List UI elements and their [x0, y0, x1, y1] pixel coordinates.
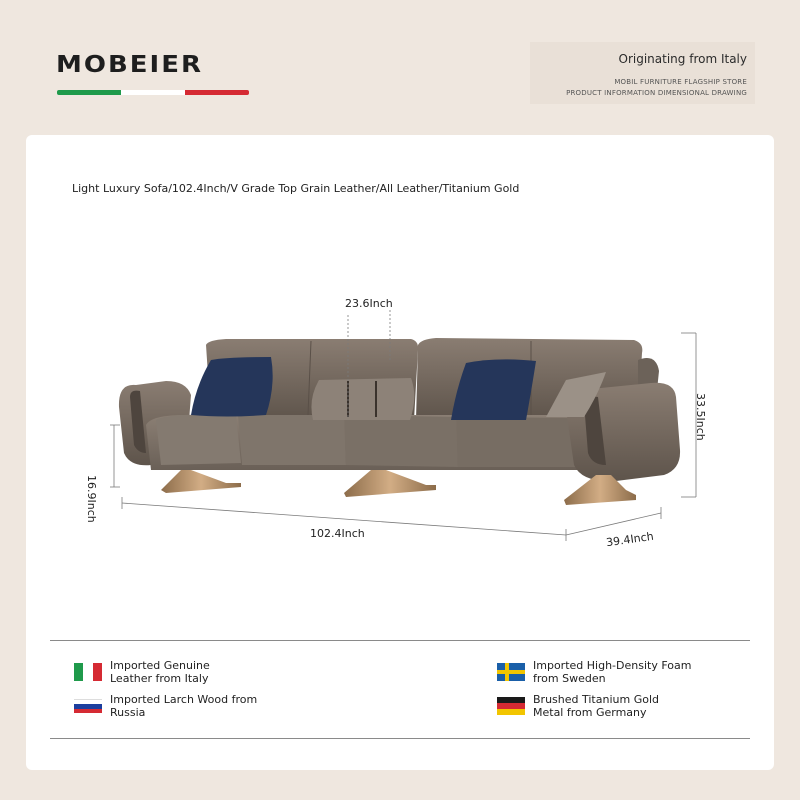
- feature-text: Brushed Titanium Gold Metal from Germany: [533, 693, 659, 719]
- feature-text: Imported High-Density Foam from Sweden: [533, 659, 692, 685]
- origin-subtitle-store: MOBIL FURNITURE FLAGSHIP STORE: [614, 78, 747, 86]
- feature-text: Imported Larch Wood from Russia: [110, 693, 258, 719]
- italy-flag-icon: [74, 663, 102, 681]
- sweden-flag-icon: [497, 663, 525, 681]
- origin-subtitle-drawing: PRODUCT INFORMATION DIMENSIONAL DRAWING: [566, 89, 747, 97]
- feature-italy-leather: [74, 659, 210, 685]
- seat-height-label: 16.9Inch: [85, 475, 98, 523]
- feature-germany-metal: [497, 693, 659, 719]
- origin-title: Originating from Italy: [618, 52, 747, 66]
- bottom-divider: [50, 738, 750, 739]
- italian-color-stripe: [57, 90, 249, 95]
- brand-logo: [50, 42, 255, 104]
- logo-text: MOBEIER: [56, 51, 204, 79]
- height-label: 33.5Inch: [694, 393, 707, 441]
- depth-label: 39.4Inch: [605, 529, 655, 550]
- seat-depth-label: 23.6Inch: [345, 297, 393, 310]
- left-navy-pillow: [191, 357, 273, 417]
- top-divider: [50, 640, 750, 641]
- sofa-dimension-drawing: [26, 135, 774, 605]
- feature-sweden-foam: [497, 659, 691, 685]
- feature-russia-wood: [74, 693, 257, 719]
- center-lumbar-pillow: [311, 378, 414, 420]
- russia-flag-icon: [74, 699, 102, 713]
- germany-flag-icon: [497, 697, 525, 715]
- feature-text: Imported Genuine Leather from Italy: [110, 659, 210, 685]
- product-title: Light Luxury Sofa/102.4Inch/V Grade Top Grain Leather/All Leather/Titanium Gold: [72, 182, 520, 195]
- origin-banner: [530, 42, 755, 104]
- titanium-gold-legs: [161, 470, 636, 505]
- width-label: 102.4Inch: [310, 527, 365, 540]
- product-card: [26, 135, 774, 770]
